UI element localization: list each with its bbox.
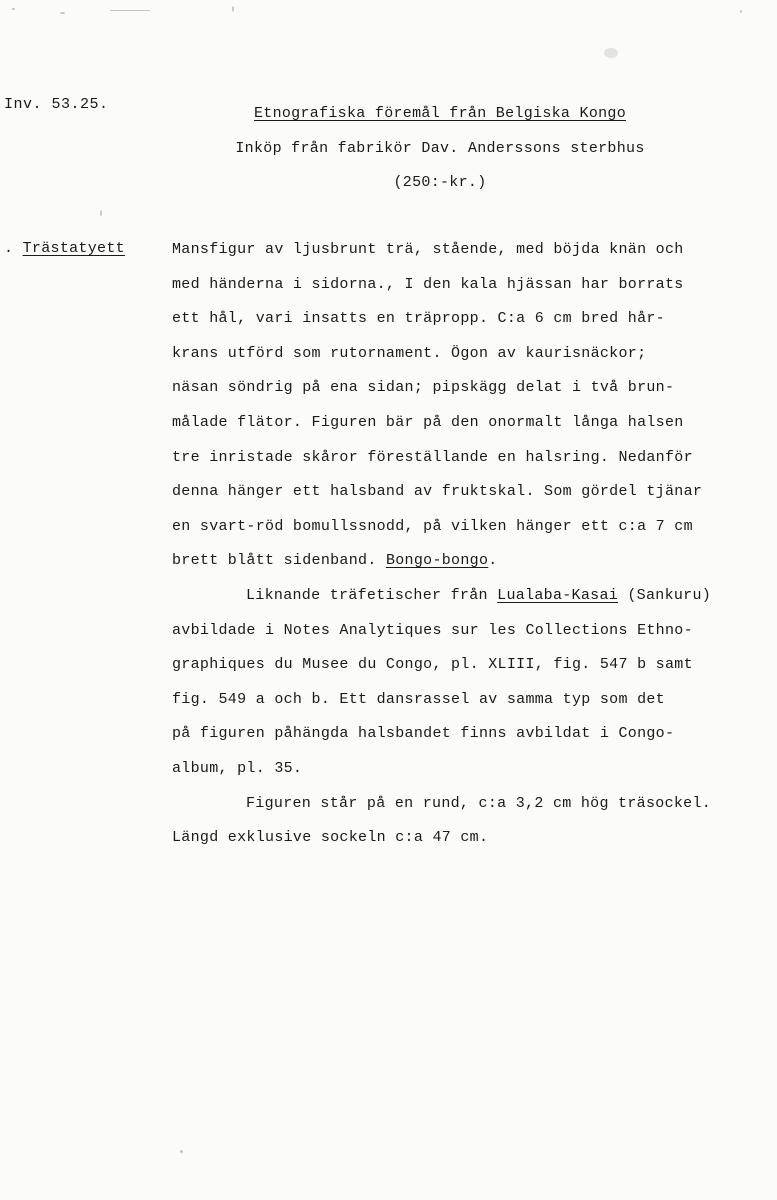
text-line: krans utförd som rutornament. Ögon av kaurisnäckor; [172,344,647,362]
document-title: Etnografiska föremål från Belgiska Kongo [253,105,627,122]
text-line: Mansfigur av ljusbrunt trä, stående, med böjda knän och [172,241,684,258]
text-line: Längd exklusive sockeln c:a 47 cm. [172,829,489,847]
document-subtitle: Inköp från fabrikör Dav. Anderssons sterbhus [235,140,645,157]
scan-speck [604,48,618,58]
text-line: denna hänger ett halsband av fruktskal. Som gördel tjänar [172,483,703,501]
text-line: tre inristade skåror föreställande en halsring. Nedanför [172,448,693,466]
text-span: (Sankuru) [618,586,712,604]
text-span: brett blått sidenband. [172,552,386,570]
text-line: näsan söndrig på ena sidan; pipskägg delat i två brun- [172,379,675,397]
text-line: album, pl. 35. [172,759,303,777]
underlined-term: Bongo-bongo [385,552,489,570]
scan-speck [110,10,150,11]
text-line [172,586,772,621]
text-span: . [488,552,498,570]
text-line: Figuren står på en rund, c:a 3,2 cm hög träsockel. [246,794,712,812]
text-line: avbildade i Notes Analytiques sur les Collections Ethno- [172,621,693,639]
scan-speck [12,8,15,10]
text-span: Liknande träfetischer från [246,586,498,604]
scan-speck [740,10,742,13]
price-note: (250:-kr.) [393,174,487,191]
text-line: fig. 549 a och b. Ett dansrassel av samma typ som det [172,690,665,708]
scan-speck [100,210,102,216]
text-line: på figuren påhängda halsbandet finns avbildat i Congo- [172,725,675,743]
text-line: ett hål, vari insatts en träpropp. C:a 6 cm bred hår- [172,310,665,328]
description-body [172,240,772,863]
underlined-term: Lualaba-Kasai [497,586,619,604]
text-line: graphiques du Musee du Congo, pl. XLIII, fig. 547 b samt [172,656,693,674]
text-line: målade flätor. Figuren bär på den onormalt långa halsen [172,413,684,431]
item-label [4,240,125,257]
text-line: med händerna i sidorna., I den kala hjässan har borrats [172,275,684,293]
inventory-number: Inv. 53.25. [4,96,109,113]
item-label-bullet: . [4,240,14,257]
scan-speck [232,6,234,12]
scan-speck [180,1150,183,1153]
scan-speck [60,12,65,14]
text-line: en svart-röd bomullssnodd, på vilken hänger ett c:a 7 cm [172,517,693,535]
item-label-text: Trästatyett [22,240,125,257]
text-line [172,551,772,586]
